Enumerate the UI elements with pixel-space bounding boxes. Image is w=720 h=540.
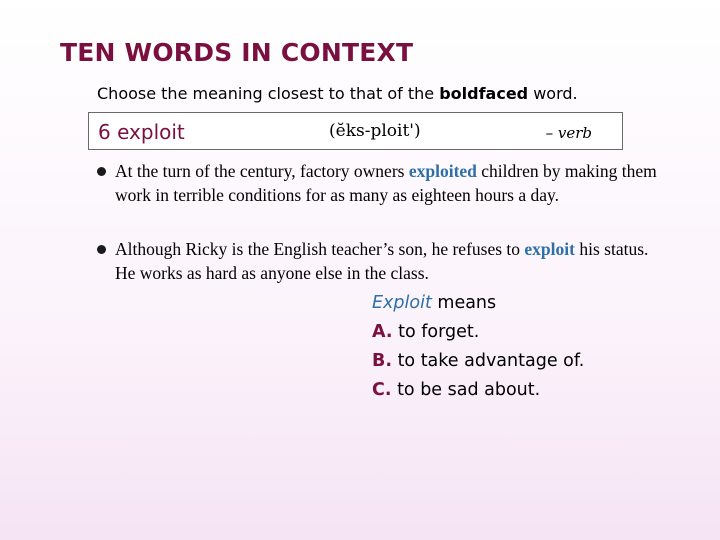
question-lead bbox=[372, 289, 584, 318]
option-text: to be sad about. bbox=[391, 380, 541, 400]
answer-option-b[interactable] bbox=[372, 347, 584, 376]
option-letter: A. bbox=[372, 322, 393, 342]
part-of-speech: – verb bbox=[545, 124, 592, 142]
page-title: TEN WORDS IN CONTEXT bbox=[60, 38, 414, 67]
option-letter: B. bbox=[372, 351, 392, 371]
sentence-text bbox=[115, 237, 657, 285]
pronunciation: (ĕks-ploit') bbox=[329, 121, 421, 141]
instruction-before: Choose the meaning closest to that of the bbox=[97, 84, 440, 103]
instruction-bold-word: boldfaced bbox=[439, 84, 529, 103]
option-text: to forget. bbox=[392, 322, 480, 342]
sentence-after: his status. He works as hard as anyone else in the class. bbox=[115, 239, 649, 283]
highlighted-word: exploit bbox=[524, 239, 575, 259]
sentence-text bbox=[115, 159, 657, 207]
sentence-before: At the turn of the century, factory owners bbox=[115, 161, 409, 181]
highlighted-word: exploited bbox=[408, 161, 477, 181]
question-lead-word: Exploit bbox=[372, 293, 432, 313]
answer-option-c[interactable] bbox=[372, 376, 584, 405]
option-letter: C. bbox=[372, 380, 392, 400]
answer-option-a[interactable] bbox=[372, 318, 584, 347]
instruction-text bbox=[97, 84, 578, 103]
example-sentence-2 bbox=[97, 237, 657, 285]
bullet-icon bbox=[97, 245, 106, 254]
sentence-before: Although Ricky is the English teacher’s son, he refuses to bbox=[115, 239, 525, 259]
option-text: to take advantage of. bbox=[392, 351, 585, 371]
word-number-and-term: 6 exploit bbox=[98, 120, 185, 144]
answer-choices bbox=[372, 289, 584, 405]
question-lead-rest: means bbox=[431, 293, 497, 313]
instruction-after: word. bbox=[528, 84, 578, 103]
example-sentence-1 bbox=[97, 159, 657, 207]
bullet-icon bbox=[97, 167, 106, 176]
vocabulary-word-box bbox=[88, 112, 623, 150]
sentence-after: children by making them work in terrible conditions for as many as eighteen hours a day. bbox=[115, 161, 657, 205]
